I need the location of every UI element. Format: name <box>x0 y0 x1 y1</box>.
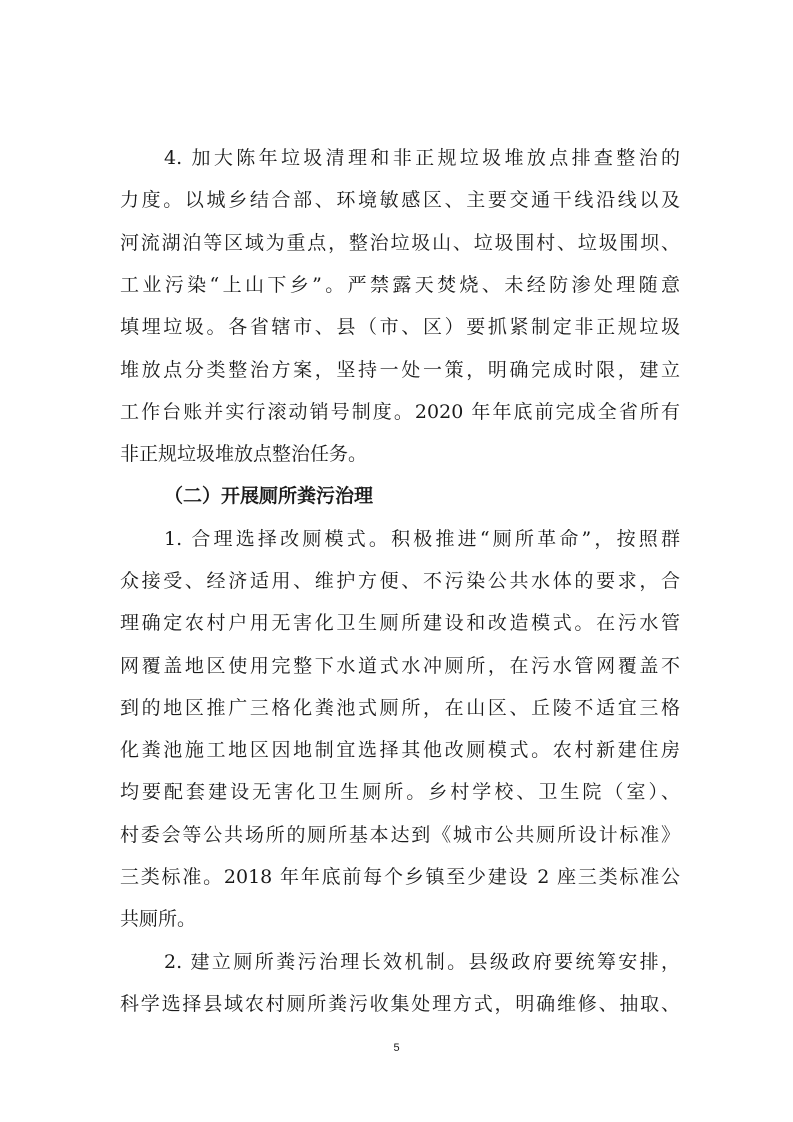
paragraph-2-line-3: 理确定农村户用无害化卫生厕所建设和改造模式。在污水管 <box>120 612 680 634</box>
paragraph-2-line-6: 化粪池施工地区因地制宜选择其他改厕模式。农村新建住房 <box>120 739 680 761</box>
paragraph-3-line-2: 科学选择县域农村厕所粪污收集处理方式，明确维修、抽取、 <box>120 993 680 1015</box>
paragraph-2-line-9: 三类标准。2018 年年底前每个乡镇至少建设 2 座三类标准公 <box>120 866 680 888</box>
paragraph-1-line-7: 工作台账并实行滚动销号制度。2020 年年底前完成全省所有 <box>120 401 680 423</box>
paragraph-1-line-6: 堆放点分类整治方案，坚持一处一策，明确完成时限，建立 <box>120 359 680 381</box>
section-heading: （二）开展厕所粪污治理 <box>164 485 374 507</box>
paragraph-1-line-1: 4. 加大陈年垃圾清理和非正规垃圾堆放点排查整治的 <box>164 147 680 169</box>
paragraph-2-line-5: 到的地区推广三格化粪池式厕所，在山区、丘陵不适宜三格 <box>120 697 680 719</box>
paragraph-1-line-3: 河流湖泊等区域为重点，整治垃圾山、垃圾围村、垃圾围坝、 <box>120 232 680 254</box>
paragraph-2-line-1: 1. 合理选择改厕模式。积极推进“厕所革命”，按照群 <box>164 528 680 550</box>
paragraph-2-line-2: 众接受、经济适用、维护方便、不污染公共水体的要求，合 <box>120 570 680 592</box>
paragraph-1-line-2: 力度。以城乡结合部、环境敏感区、主要交通干线沿线以及 <box>120 189 680 211</box>
paragraph-1-line-4: 工业污染“上山下乡”。严禁露天焚烧、未经防渗处理随意 <box>120 274 680 296</box>
paragraph-2-line-8: 村委会等公共场所的厕所基本达到《城市公共厕所设计标准》 <box>120 824 680 846</box>
paragraph-2-line-7: 均要配套建设无害化卫生厕所。乡村学校、卫生院（室）、 <box>120 781 680 803</box>
paragraph-3-line-1: 2. 建立厕所粪污治理长效机制。县级政府要统筹安排， <box>164 951 680 973</box>
page-number: 5 <box>393 1042 400 1054</box>
paragraph-1-line-5: 填埋垃圾。各省辖市、县（市、区）要抓紧制定非正规垃圾 <box>120 316 680 338</box>
paragraph-1-line-8: 非正规垃圾堆放点整治任务。 <box>120 443 368 465</box>
paragraph-2-line-4: 网覆盖地区使用完整下水道式水冲厕所，在污水管网覆盖不 <box>120 655 680 677</box>
paragraph-2-line-10: 共厕所。 <box>120 908 197 930</box>
